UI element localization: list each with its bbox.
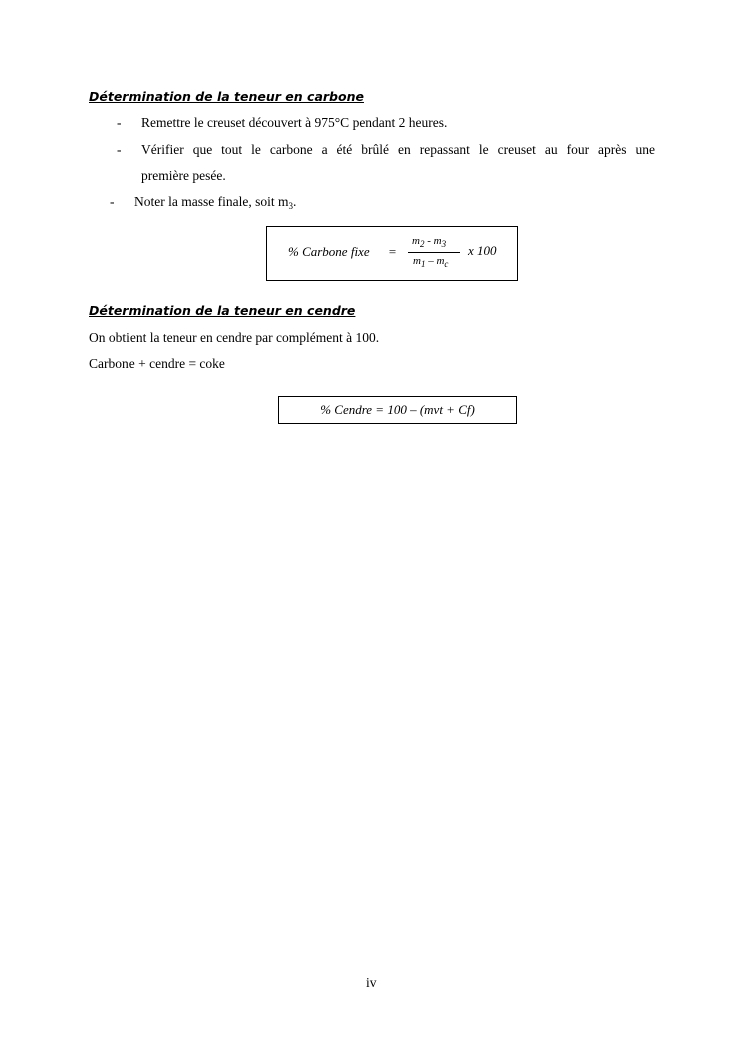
formula-factor: x 100 <box>468 243 497 258</box>
formula-lhs: % Carbone fixe <box>288 244 370 259</box>
section-heading-carbone: Détermination de la teneur en carbone <box>89 89 364 104</box>
bullet-text-verifier-line1: Vérifier que tout le carbone a été brûlé en repassant le creuset au four après une <box>141 142 655 157</box>
fraction-bar <box>408 252 460 253</box>
bullet-marker: - <box>110 194 115 209</box>
paragraph-complement: On obtient la teneur en cendre par complément à 100. <box>89 330 380 345</box>
fraction-denominator: $m_1 - m_c$ <box>413 255 449 269</box>
formula-cendre: % Cendre = 100 – (mvt + Cf) <box>320 402 475 417</box>
paragraph-carbone-cendre-coke: Carbone + cendre = coke <box>89 356 225 371</box>
bullet-text-noter: Noter la masse finale, soit $m_3$. <box>134 194 297 211</box>
fraction-numerator: $m_2 - m_3$ <box>412 235 447 249</box>
section-heading-cendre: Détermination de la teneur en cendre <box>89 303 356 318</box>
page-number: iv <box>366 975 377 990</box>
formula-cendre-box <box>278 396 517 424</box>
bullet-text-verifier-line2: première pesée. <box>141 168 226 183</box>
formula-carbone-fixe-box <box>266 226 518 281</box>
bullet-text-remettre: Remettre le creuset découvert à 975°C pendant 2 heures. <box>141 115 448 130</box>
bullet-marker: - <box>117 142 122 157</box>
bullet-marker: - <box>117 115 122 130</box>
formula-equals: = <box>388 244 397 259</box>
